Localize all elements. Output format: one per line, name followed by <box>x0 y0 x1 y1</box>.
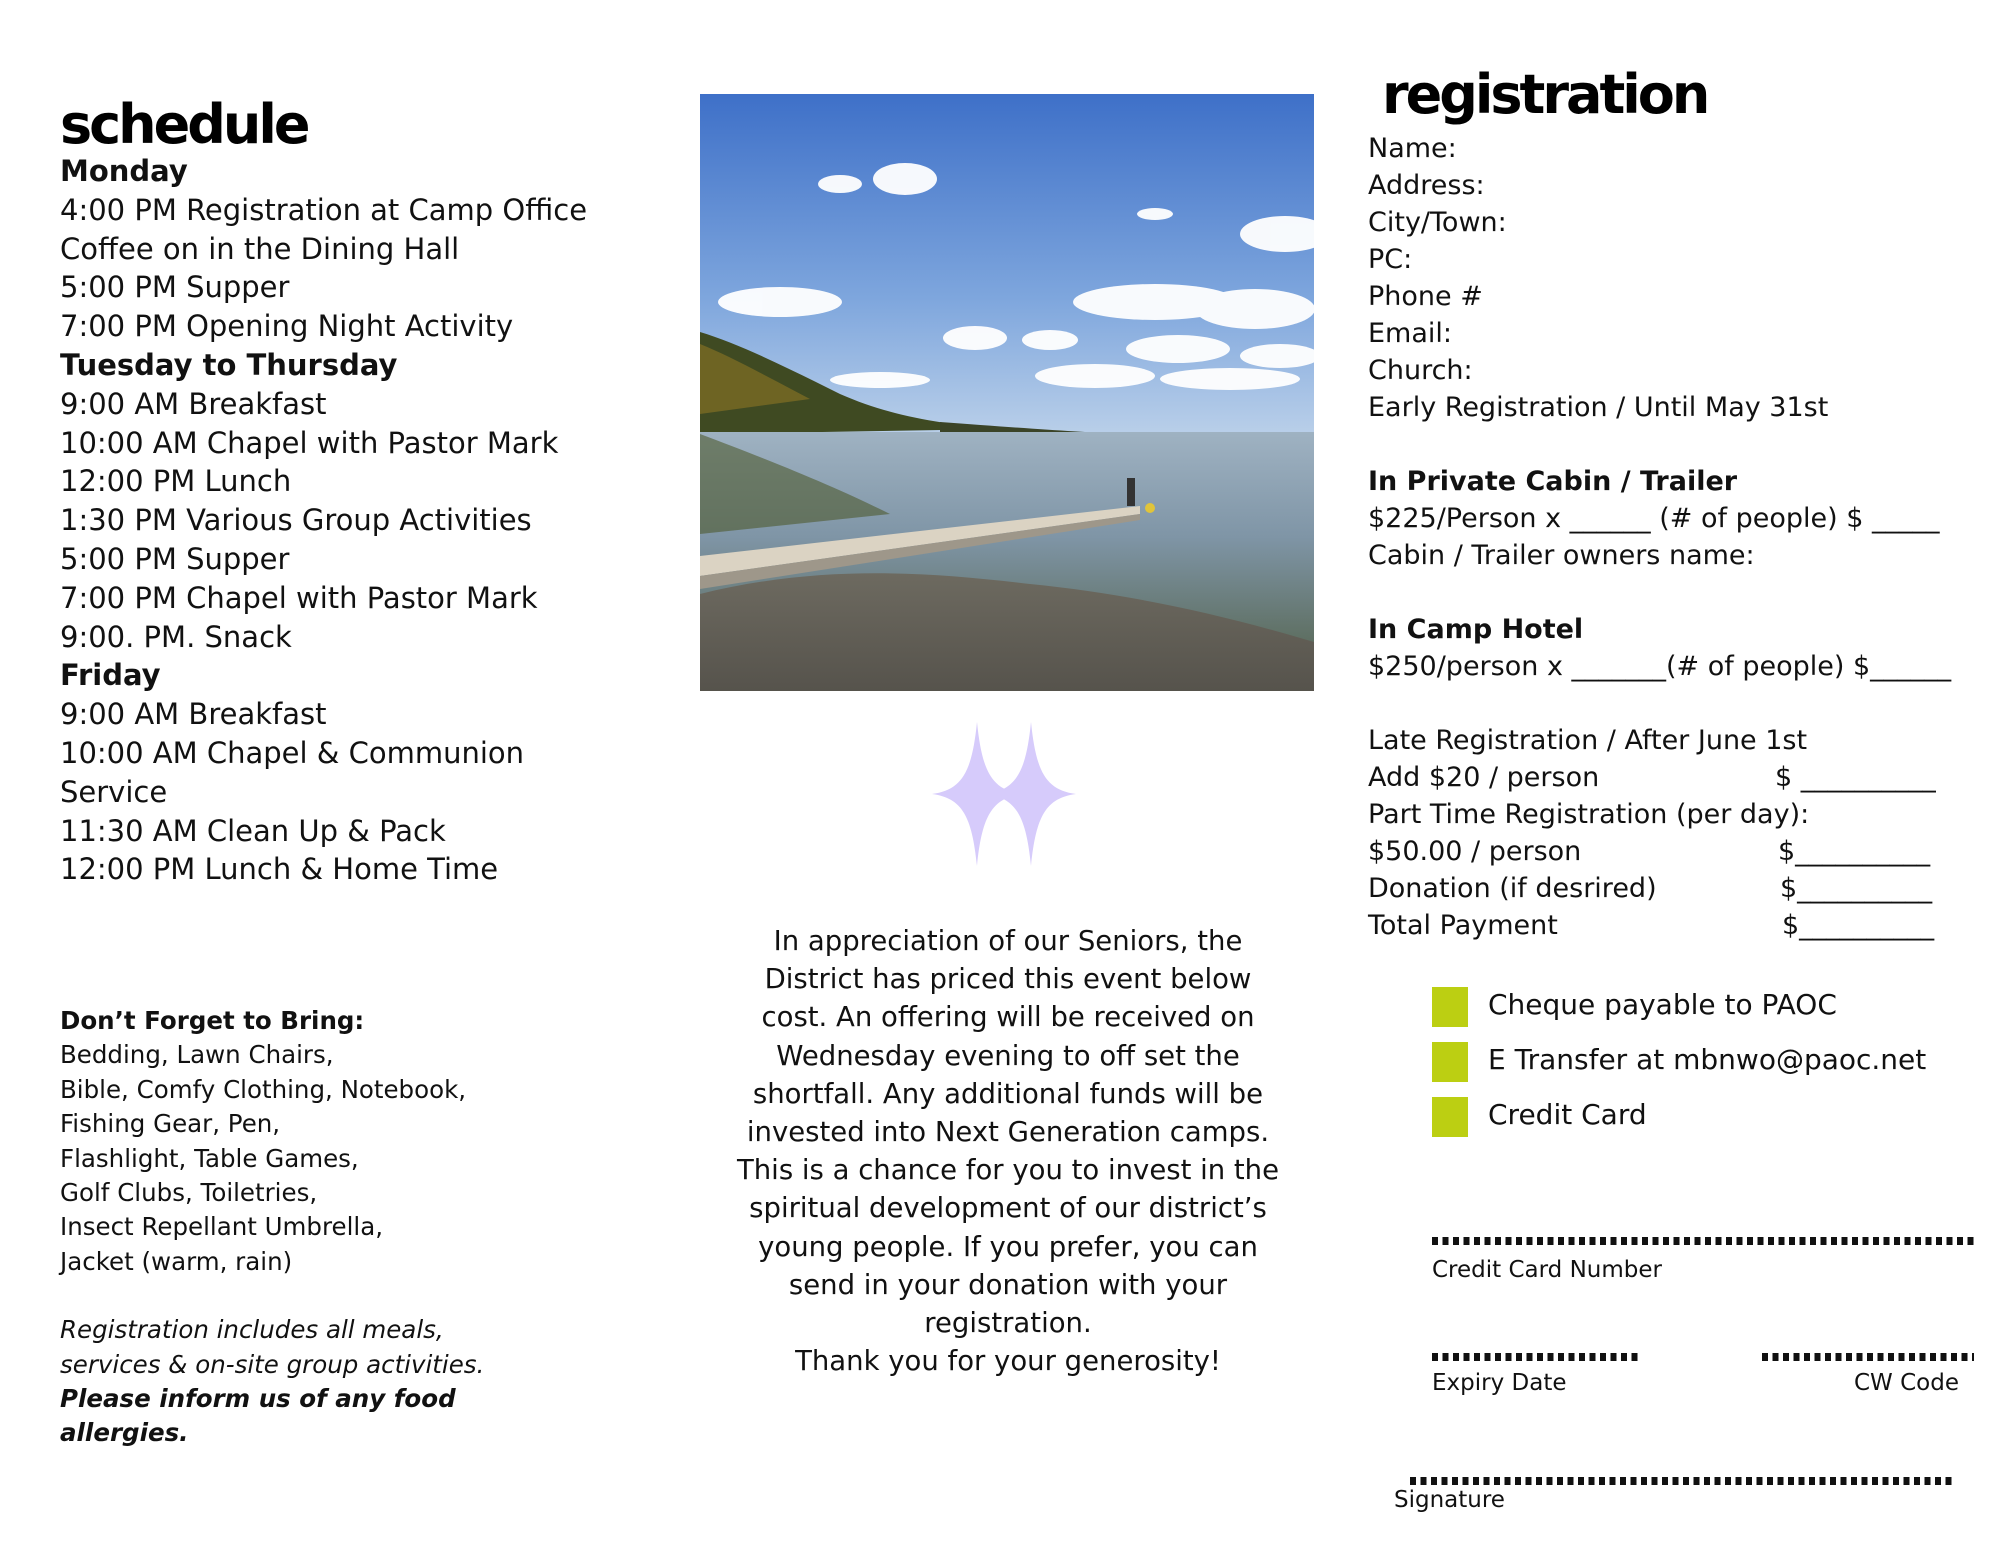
total-line <box>1368 907 1988 944</box>
payment-options <box>1432 985 1992 1150</box>
cvv-label: CW Code <box>1854 1370 1959 1396</box>
early-registration-note: Early Registration / Until May 31st <box>1368 392 1829 423</box>
appreciation-line: cost. An offering will be received on <box>761 1001 1255 1034</box>
payment-option-cheque[interactable] <box>1432 985 1992 1040</box>
total-amount[interactable]: $__________ <box>1782 910 1935 941</box>
registration-note: services & on-site group activities. <box>60 1349 485 1379</box>
schedule-line: Coffee on in the Dining Hall <box>60 231 460 266</box>
payment-option-etransfer[interactable] <box>1432 1040 1992 1095</box>
schedule-line: 9:00 AM Breakfast <box>60 697 327 732</box>
postal-code-field[interactable]: PC: <box>1368 244 1413 275</box>
bring-item: Bedding, Lawn Chairs, <box>60 1040 334 1070</box>
email-field[interactable]: Email: <box>1368 318 1453 349</box>
part-time-line <box>1368 833 1988 870</box>
payment-option-credit-card[interactable] <box>1432 1095 1992 1150</box>
bring-title: Don’t Forget to Bring: <box>60 1006 365 1035</box>
part-time-note: Part Time Registration (per day): <box>1368 799 1810 830</box>
registration-heading: registration <box>1382 63 1708 126</box>
late-fee-line <box>1368 759 1988 796</box>
schedule-list <box>60 152 660 889</box>
schedule-line: 5:00 PM Supper <box>60 541 290 576</box>
schedule-line: 7:00 PM Opening Night Activity <box>60 309 514 344</box>
bring-item: Jacket (warm, rain) <box>60 1246 293 1276</box>
appreciation-line: District has priced this event below <box>764 963 1252 996</box>
cvv-line[interactable] <box>1762 1353 1974 1361</box>
schedule-line: 12:00 PM Lunch & Home Time <box>60 852 499 887</box>
expiry-label: Expiry Date <box>1432 1370 1567 1396</box>
schedule-line: 4:00 PM Registration at Camp Office <box>60 192 588 227</box>
appreciation-line: Wednesday evening to off set the <box>776 1039 1240 1072</box>
signature-line[interactable] <box>1410 1477 1954 1485</box>
registration-form <box>1368 130 1988 944</box>
lake-dock-photo <box>700 94 1314 691</box>
schedule-line: Tuesday to Thursday <box>60 347 398 382</box>
schedule-line: 1:30 PM Various Group Activities <box>60 503 532 538</box>
payment-option-label: E Transfer at mbnwo@paoc.net <box>1488 1043 1927 1076</box>
bring-item: Fishing Gear, Pen, <box>60 1109 281 1139</box>
name-field[interactable]: Name: <box>1368 133 1457 164</box>
schedule-heading: schedule <box>60 93 308 156</box>
registration-note: Registration includes all meals, <box>60 1315 444 1345</box>
schedule-line: 5:00 PM Supper <box>60 270 290 305</box>
appreciation-line: send in your donation with your <box>788 1268 1228 1301</box>
donation-line <box>1368 870 1988 907</box>
appreciation-line: shortfall. Any additional funds will be <box>752 1077 1264 1110</box>
part-time-label: $50.00 / person <box>1368 836 1582 867</box>
cabin-price-line[interactable]: $225/Person x ______ (# of people) $ _____ <box>1368 503 1940 534</box>
schedule-line: 12:00 PM Lunch <box>60 464 292 499</box>
checkbox[interactable] <box>1432 1042 1468 1082</box>
allergy-note: allergies. <box>60 1418 189 1448</box>
appreciation-line: spiritual development of our district’s <box>749 1192 1267 1225</box>
address-field[interactable]: Address: <box>1368 170 1485 201</box>
appreciation-text <box>730 922 1286 1380</box>
bring-list <box>60 1004 580 1451</box>
payment-option-label: Cheque payable to PAOC <box>1488 988 1837 1021</box>
schedule-line: 11:30 AM Clean Up & Pack <box>60 813 446 848</box>
schedule-line: 10:00 AM Chapel & Communion <box>60 735 525 770</box>
schedule-line: 9:00 AM Breakfast <box>60 386 327 421</box>
late-fee-label: Add $20 / person <box>1368 762 1600 793</box>
hotel-price-line[interactable]: $250/person x _______(# of people) $______ <box>1368 651 1952 682</box>
signature-label: Signature <box>1394 1487 1505 1513</box>
card-number-label: Credit Card Number <box>1432 1257 1662 1283</box>
donation-amount[interactable]: $__________ <box>1780 873 1933 904</box>
bring-item: Insect Repellant Umbrella, <box>60 1212 383 1242</box>
city-field[interactable]: City/Town: <box>1368 207 1507 238</box>
appreciation-line: This is a chance for you to invest in the <box>736 1154 1280 1187</box>
expiry-line[interactable] <box>1432 1353 1640 1361</box>
late-fee-amount[interactable]: $ __________ <box>1775 762 1936 793</box>
appreciation-line: Thank you for your generosity! <box>795 1345 1221 1378</box>
phone-field[interactable]: Phone # <box>1368 281 1483 312</box>
schedule-line: 10:00 AM Chapel with Pastor Mark <box>60 425 559 460</box>
part-time-amount[interactable]: $__________ <box>1778 836 1931 867</box>
checkbox[interactable] <box>1432 987 1468 1027</box>
allergy-note: Please inform us of any food <box>60 1384 456 1414</box>
donation-label: Donation (if desrired) <box>1368 873 1657 904</box>
appreciation-line: registration. <box>924 1307 1092 1340</box>
appreciation-line: invested into Next Generation camps. <box>746 1116 1270 1149</box>
schedule-line: 7:00 PM Chapel with Pastor Mark <box>60 580 538 615</box>
bring-item: Golf Clubs, Toiletries, <box>60 1178 318 1208</box>
church-field[interactable]: Church: <box>1368 355 1473 386</box>
late-registration-note: Late Registration / After June 1st <box>1368 725 1808 756</box>
appreciation-line: young people. If you prefer, you can <box>758 1230 1258 1263</box>
bring-item: Flashlight, Table Games, <box>60 1143 359 1173</box>
checkbox[interactable] <box>1432 1097 1468 1137</box>
payment-option-label: Credit Card <box>1488 1098 1647 1131</box>
schedule-line: 9:00. PM. Snack <box>60 619 292 654</box>
hotel-title: In Camp Hotel <box>1368 614 1584 645</box>
schedule-line: Monday <box>60 154 188 188</box>
total-label: Total Payment <box>1368 910 1558 941</box>
cabin-owner-field[interactable]: Cabin / Trailer owners name: <box>1368 540 1755 571</box>
cabin-title: In Private Cabin / Trailer <box>1368 466 1738 497</box>
sparkle-icon <box>932 722 1076 866</box>
schedule-line: Friday <box>60 658 161 693</box>
bring-item: Bible, Comfy Clothing, Notebook, <box>60 1074 467 1104</box>
schedule-line: Service <box>60 774 168 809</box>
appreciation-line: In appreciation of our Seniors, the <box>773 925 1243 957</box>
card-number-line[interactable] <box>1432 1237 1974 1245</box>
